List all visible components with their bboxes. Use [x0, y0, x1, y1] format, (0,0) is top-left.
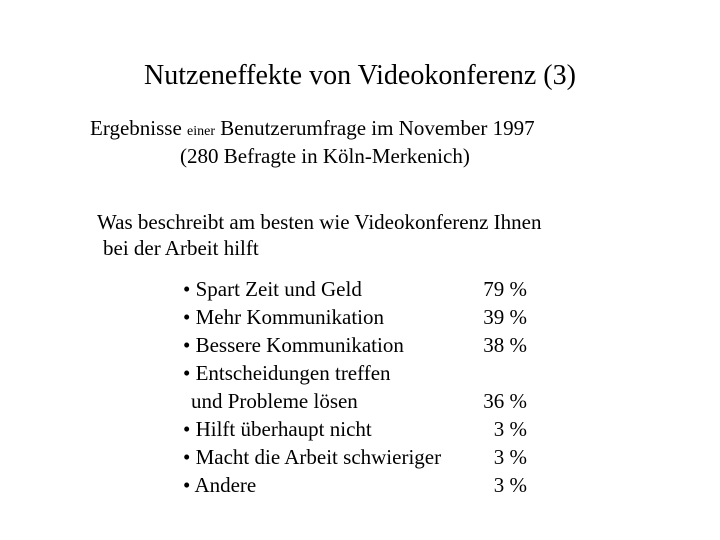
result-row-andere [183, 473, 543, 501]
question-line-2: bei der Arbeit hilft [103, 236, 259, 260]
result-label: • Spart Zeit und Geld [183, 277, 362, 301]
result-label: • Andere [183, 473, 257, 497]
subtitle-part-1: Ergebnisse [90, 116, 188, 140]
result-value: 3 % [493, 445, 527, 469]
result-value: 79 % [483, 277, 527, 301]
result-row-hilft-nicht [183, 417, 543, 445]
result-row-schwieriger [183, 445, 543, 473]
result-value: 3 % [493, 473, 527, 497]
slide-title: Nutzeneffekte von Videokonferenz (3) [144, 60, 576, 91]
result-value: 38 % [483, 333, 527, 357]
result-label: und Probleme lösen [191, 389, 358, 413]
result-label: • Entscheidungen treffen [183, 361, 391, 385]
result-label: • Mehr Kommunikation [183, 305, 384, 329]
subtitle-part-2-small: einer [187, 124, 215, 139]
survey-subtitle-line-2: (280 Befragte in Köln-Merkenich) [180, 144, 470, 168]
result-label: • Hilft überhaupt nicht [183, 417, 372, 441]
result-row-entscheidungen [183, 361, 543, 389]
survey-subtitle-line-1 [90, 116, 535, 141]
subtitle-part-3: Benutzerumfrage im November 1997 [215, 116, 535, 140]
result-row-bessere-kommunikation [183, 333, 543, 361]
question-line-1: Was beschreibt am besten wie Videokonferenz Ihnen [97, 210, 542, 234]
result-value: 39 % [483, 305, 527, 329]
result-row-spart-zeit [183, 277, 543, 305]
result-row-probleme-loesen [183, 389, 543, 417]
result-value: 36 % [483, 389, 527, 413]
result-label: • Bessere Kommunikation [183, 333, 404, 357]
result-row-mehr-kommunikation [183, 305, 543, 333]
result-label: • Macht die Arbeit schwieriger [183, 445, 442, 469]
results-list [183, 277, 543, 501]
result-value: 3 % [493, 417, 527, 441]
